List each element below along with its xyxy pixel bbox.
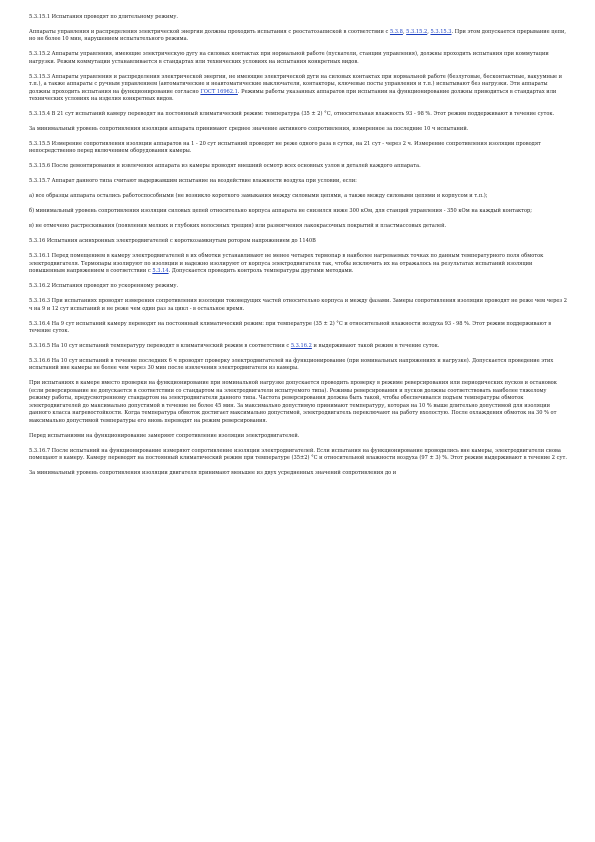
- text-run: . Допускается проводить контроль температуры другими методами.: [168, 268, 354, 275]
- paragraph-5-3-16-1: [29, 253, 567, 275]
- cross-reference-link[interactable]: 5.3.15.3: [430, 29, 452, 35]
- paragraph-5-3-16-5: [29, 343, 567, 350]
- text-run: 5.3.16.5 На 10 сут испытаний температуру переводят в климатический режим в соответствии с: [29, 343, 291, 350]
- text-run: 5.3.15.2 Аппараты управления, имеющие электрическую дугу на силовых контактах при нормальной работе (пускатели, станции управления), должны проходить испытания при коммутации нагрузки. Режим коммутации устанавливается в стандартах или технических условиях на испытания конкретных видов.: [29, 51, 549, 65]
- text-run: 5.3.16.6 На 10 сут испытаний в течение последних 6 ч проводят проверку электродвигателей на функционирование (при номинальных напряжениях и нагрузке). Допускается проведение этих испытаний вне камеры не более чем через 30 мин после извлечения электродвигателя из камеры.: [29, 358, 554, 372]
- paragraph-reversing-mode: [29, 380, 567, 424]
- paragraph-5-3-16-4: [29, 321, 567, 336]
- text-run: . При этом допускается прерывание цепи, но не более 10 мин, нарушением испытательного режима.: [29, 29, 567, 43]
- text-run: 5.3.16.4 На 9 сут испытаний камеру переводят на постоянный климатический режим: при температуре (35 ± 2) °С и относительной влажности воздуха 93 - 98 %. Этот режим поддерживают в течение суток.: [29, 320, 552, 335]
- paragraph-condition-b: [29, 208, 567, 215]
- text-run: 5.3.15.6 После демонтирования и извлечения аппарата из камеры проводят внешний осмотр всех основных узлов и деталей каждого аппарата.: [29, 163, 421, 170]
- paragraph-apparatus-requirements: [29, 29, 567, 44]
- paragraph-5-3-16-7: [29, 448, 567, 463]
- text-run: ,: [427, 29, 431, 35]
- paragraph-5-3-15-6: [29, 163, 567, 170]
- text-run: При испытаниях в камере вместо проверки на функционирование при номинальной нагрузке допускается проводить проверку в режиме реверсирования или периодических пусков и остановок (если реверсирование не допускается в соответствии со стандартом на электродвигатели испытуемого типа). Режимы реверсирования и пусков должны соответствовать наиболее тяжелому режиму работы, предусмотренному стандартом на электродвигатели данного типа. Частота реверсирования должна быть такой, чтобы обеспечивался подъем температуры обмоток электродвигателей до максимально допустимой в течение не более 45 мин. За максимально допустимую принимают температуру, которая на 10 % выше длительно допустимой для изоляции данного класса нагревостойкости. Когда температура обмоток достигает максимально допустимой, электродвигатель переключают на работу вхолостую. После охлаждения обмоток на 30 % от максимально допустимой температуры его вновь переводят на режим реверсирования.: [29, 380, 557, 424]
- cross-reference-link[interactable]: 5.3.8: [389, 29, 403, 35]
- text-run: 5.3.16.3 При испытаниях проводят измерения сопротивления изоляции токоведущих частей относительно корпуса и между фазами. Замеры сопротивления изоляции проводят не реже чем через 2 ч на 9 и 12 сут испытаний и не реже чем один раз за цикл - в остальное время.: [29, 298, 567, 312]
- text-run: а) все образцы аппарата остались работоспособными (не возникло короткого замыкания между силовыми цепями, а также между силовыми цепями и корпусом и т.п.);: [29, 193, 488, 200]
- cross-reference-link[interactable]: ГОСТ 16962.1: [200, 88, 238, 95]
- paragraph-5-3-15-3: [29, 74, 567, 104]
- text-run: 5.3.15.3 Аппараты управления и распределения электрической энергии, не имеющие электрической дуги на силовых контактах при нормальной работе (безлуговые, бесконтактные, вакуумные и т.п.), а также аппараты с ручным управлением (автоматические и неавтоматические выключатели, контакторы, ключевые посты управления и т.п.) испытывают без нагрузки. Эти аппараты должны проходить испытания на функционирование согласно: [29, 73, 563, 95]
- text-run: . Режимы работы указанных аппаратов при испытании на функционирование должны приводиться в стандартах или технических условиях на изделия конкретных видов.: [29, 88, 557, 103]
- text-run: За минимальный уровень сопротивления изоляции двигателя принимают меньшее из двух усредненных значений сопротивления до и: [29, 469, 397, 476]
- paragraph-5-3-16-3: [29, 298, 567, 313]
- paragraph-min-resistance-apparatus: [29, 126, 567, 133]
- paragraph-5-3-15-4: [29, 111, 567, 118]
- text-run: и выдерживают такой режим в течение суток.: [311, 343, 440, 350]
- cross-reference-link[interactable]: 5.3.15.2: [406, 29, 428, 35]
- paragraph-5-3-16-2: [29, 283, 567, 290]
- text-run: За минимальный уровень сопротивления изоляции аппарата принимают среднее значение активного сопротивления, измеренное за последние 10 ч испытаний.: [29, 126, 469, 133]
- text-run: 5.3.16.7 После испытаний на функционирование измеряют сопротивление изоляции электродвигателей. Если испытания на функционирование проводились вне камеры, электродвигатели снова помещают в камеру. Камеру переводят на постоянный климатический режим при температуре (35±2) °С и относительной влажности воздуха (97 ± 3) %. Этот режим выдерживают в течение 2 сут.: [29, 447, 567, 461]
- text-run: Аппараты управления и распределения электрической энергии должны проходить испытания с реостатозапиской в соответствии с: [29, 29, 390, 35]
- paragraph-5-3-15-7: [29, 178, 567, 185]
- text-run: 5.3.15.1 Испытания проводят по длительному режиму.: [29, 14, 179, 20]
- document-body: [29, 14, 567, 477]
- text-run: ,: [402, 29, 407, 35]
- paragraph-condition-c: [29, 223, 567, 230]
- paragraph-pre-test-insulation: [29, 433, 567, 440]
- text-run: 5.3.15.5 Измерение сопротивления изоляции аппаратов на 1 - 20 сут испытаний проводят не реже одного раза в сутки, на 21 сут - через 2 ч. Измерение сопротивления изоляции проводят непосредственно перед включением оборудования камеры.: [29, 141, 541, 155]
- text-run: 5.3.16.2 Испытания проводят по ускоренному режиму.: [29, 283, 179, 290]
- paragraph-min-resistance-motor: [29, 470, 567, 477]
- paragraph-condition-a: [29, 193, 567, 200]
- paragraph-5-3-16-heading: [29, 238, 567, 245]
- paragraph-5-3-15-2: [29, 51, 567, 66]
- text-run: 5.3.15.4 В 21 сут испытаний камеру переводят на постоянный климатический режим: температура (35 ± 2) °С, относительная влажность 93 - 98 %. Этот режим поддерживают в течение суток.: [29, 111, 555, 118]
- text-run: в) не отмечено растрескивания (появления мелких и глубоких волосяных трещин) или размягчения лакокрасочных покрытий и пластмассовых деталей.: [29, 223, 447, 230]
- text-run: 5.3.15.7 Аппарат данного типа считают выдержавшим испытание на воздействие влажности воздуха при условии, если:: [29, 178, 357, 185]
- cross-reference-link[interactable]: 5.3.16.2: [290, 343, 312, 350]
- text-run: 5.3.16.1 Перед помещением в камеру электродвигателей в их обмотки устанавливают не менее четырех термопар в наиболее нагреваемых точках по данным температурного поля обмоток электродвигателя. Термопары изолируют по изоляции и надежно изолируют от корпуса электродвигателя так, чтобы исключить их на отражалось на результатах испытаний изоляции повышенным напряжением в соответствии с: [29, 253, 544, 275]
- paragraph-5-3-16-6: [29, 358, 567, 373]
- text-run: Перед испытаниями на функционирование замеряют сопротивление изоляции электродвигателей.: [29, 432, 300, 439]
- text-run: б) минимальный уровень сопротивления изоляции силовых цепей относительно корпуса аппарата не снизился ниже 300 кОм, для станций управления - 350 кОм на каждый контактор;: [29, 208, 533, 215]
- cross-reference-link[interactable]: 5.3.14: [152, 268, 169, 275]
- text-run: 5.3.16 Испытания асинхронных электродвигателей с короткозамкнутым ротором напряжением до 1140В: [29, 238, 316, 245]
- paragraph-5-3-15-5: [29, 141, 567, 156]
- paragraph-5-3-15-1: [29, 14, 567, 21]
